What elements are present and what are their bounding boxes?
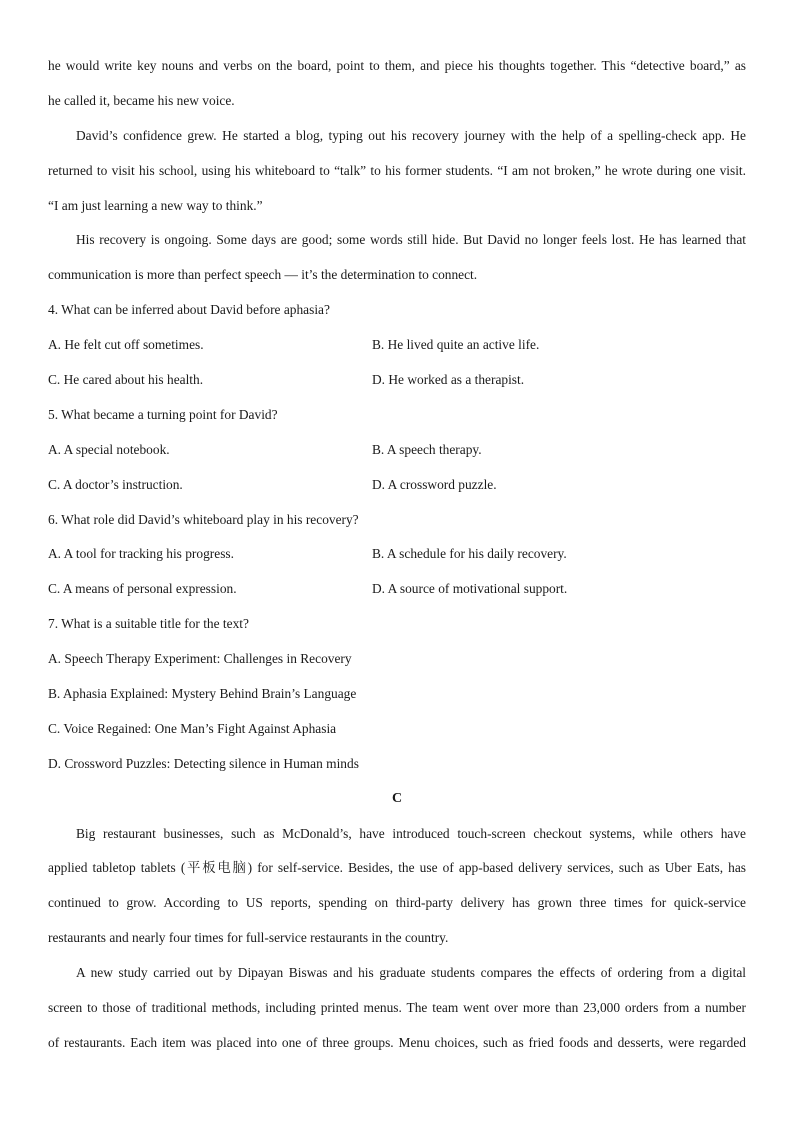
passage-line: screen to those of traditional methods, including printed menus. The team went over more than 23,000 orders from a number [48,1000,746,1016]
passage-line: returned to visit his school, using his whiteboard to “talk” to his former students. “I am not broken,” he wrote during one visit. [48,162,746,178]
passage-line: he called it, became his new voice. [48,92,235,108]
option-c: C. A doctor’s instruction. [48,476,183,492]
option-a: A. Speech Therapy Experiment: Challenges in Recovery [48,651,352,667]
passage-line: Big restaurant businesses, such as McDonald’s, have introduced touch-screen checkout systems, while others have [76,825,746,841]
option-d: D. He worked as a therapist. [372,372,525,388]
option-c: C. A means of personal expression. [48,581,237,597]
option-b: B. He lived quite an active life. [372,337,540,353]
question-5-options-row-1 [48,439,746,474]
question-4-options-row-1 [48,334,746,369]
option-a: A. A special notebook. [48,441,170,457]
passage-line: communication is more than perfect speech — it’s the determination to connect. [48,267,478,283]
question-6-stem: 6. What role did David’s whiteboard play in his recovery? [48,511,359,527]
option-d: D. A source of motivational support. [372,581,568,597]
passage-line: applied tabletop tablets (平板电脑) for self-service. Besides, the use of app-based delivery services, such as Uber Eats, has [48,860,746,876]
option-c: C. Voice Regained: One Man’s Fight Against Aphasia [48,720,337,736]
passage-line: “I am just learning a new way to think.” [48,197,263,213]
question-7-stem: 7. What is a suitable title for the text? [48,616,249,632]
option-a: A. He felt cut off sometimes. [48,337,204,353]
question-5-options-row-2 [48,474,746,509]
passage-line: of restaurants. Each item was placed into one of three groups. Menu choices, such as fried foods and desserts, were regarded [48,1034,746,1050]
passage-line: David’s confidence grew. He started a blog, typing out his recovery journey with the help of a spelling-check app. He [76,127,746,143]
option-d: D. Crossword Puzzles: Detecting silence in Human minds [48,755,359,771]
option-c: C. He cared about his health. [48,372,204,388]
option-a: A. A tool for tracking his progress. [48,546,234,562]
passage-line: restaurants and nearly four times for full-service restaurants in the country. [48,930,449,946]
question-4-stem: 4. What can be inferred about David before aphasia? [48,302,330,318]
question-6-options-row-1 [48,543,746,578]
question-5-stem: 5. What became a turning point for David? [48,406,278,422]
option-b: B. A speech therapy. [372,441,482,457]
question-4-options-row-2 [48,369,746,404]
option-b: B. A schedule for his daily recovery. [372,546,567,562]
exam-page [48,55,746,1067]
passage-line: His recovery is ongoing. Some days are good; some words still hide. But David no longer feels lost. He has learned that [76,232,746,248]
option-b: B. Aphasia Explained: Mystery Behind Brain’s Language [48,686,357,702]
question-6-options-row-2 [48,578,746,613]
passage-line: continued to grow. According to US reports, spending on third-party delivery has grown three times for quick-service [48,895,746,911]
passage-line: A new study carried out by Dipayan Biswas and his graduate students compares the effects of ordering from a digital [76,965,746,981]
passage-line: he would write key nouns and verbs on the board, point to them, and piece his thoughts together. This “detective board,” as [48,58,746,73]
section-heading: C [391,790,403,806]
option-d: D. A crossword puzzle. [372,476,497,492]
